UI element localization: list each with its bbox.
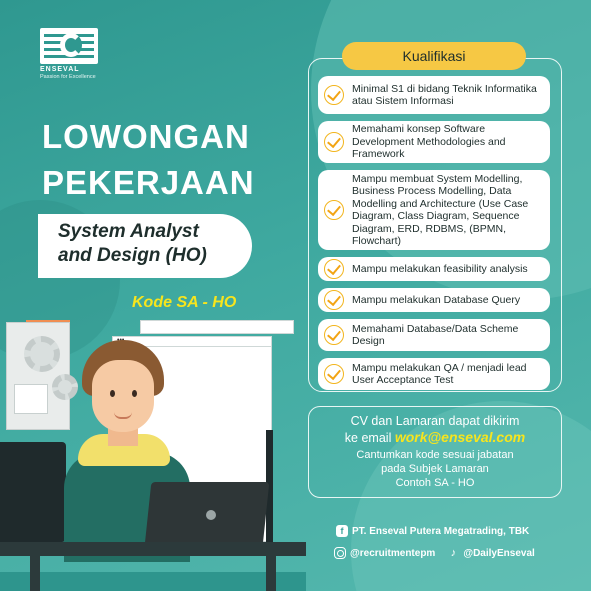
brand-name: ENSEVAL — [40, 66, 80, 73]
illustration-person-face — [92, 360, 154, 432]
qualification-item — [318, 288, 550, 312]
qualification-item — [318, 358, 550, 390]
instagram-handle[interactable]: @recruitmentepm — [350, 547, 436, 559]
qualifications-list — [318, 76, 550, 397]
illustration-window — [140, 320, 294, 334]
job-code: Kode SA - HO — [132, 294, 237, 311]
laptop-logo-icon — [206, 510, 216, 520]
checkmark-circle-icon — [324, 259, 344, 279]
checkmark-circle-icon — [324, 364, 344, 384]
position-title-line2: and Design (HO) — [58, 245, 207, 266]
qualification-text: Memahami konsep Software Development Methodologies and Framework — [352, 123, 506, 161]
enseval-logo — [40, 28, 100, 80]
qualification-item — [318, 76, 550, 114]
application-line3: Cantumkan kode sesuai jabatan — [356, 449, 514, 461]
application-email-link[interactable]: work@enseval.com — [394, 429, 526, 445]
facebook-link[interactable] — [336, 524, 535, 538]
headline-line1: LOWONGAN — [42, 118, 250, 155]
facebook-handle: PT. Enseval Putera Megatrading, TBK — [352, 525, 530, 537]
application-line4: pada Subjek Lamaran — [381, 463, 489, 475]
social-links — [336, 524, 535, 568]
qualification-text: Mampu melakukan Database Query — [352, 293, 521, 306]
position-title-box — [38, 214, 252, 278]
checkmark-circle-icon — [324, 290, 344, 310]
qualifications-title: Kualifikasi — [342, 42, 526, 70]
application-line2 — [309, 429, 561, 446]
tiktok-icon: ♪ — [450, 547, 457, 559]
application-line1: CV dan Lamaran dapat dikirim — [350, 414, 520, 428]
illustration-eye — [132, 390, 137, 397]
gear-icon — [24, 336, 60, 372]
illustration-desk-leg — [266, 556, 276, 591]
social-row — [334, 546, 535, 560]
brand-tagline: Passion for Excellence — [40, 74, 96, 80]
illustration-floor — [0, 572, 306, 591]
position-title-line1: System Analyst — [58, 221, 199, 242]
checkmark-circle-icon — [324, 325, 344, 345]
qualification-text: Minimal S1 di bidang Teknik Informatika atau Sistem Informasi — [352, 82, 537, 107]
enseval-logo-mark — [40, 28, 98, 64]
gear-icon — [52, 374, 78, 400]
checkmark-circle-icon — [324, 132, 344, 152]
application-line5: Contoh SA - HO — [395, 477, 475, 489]
tiktok-handle[interactable]: @DailyEnseval — [463, 547, 535, 559]
application-info-panel — [308, 406, 562, 498]
illustration-desk-leg — [30, 556, 40, 591]
qualification-text: Memahami Database/Data Scheme Design — [352, 322, 519, 347]
checkmark-circle-icon — [324, 85, 344, 105]
headline-line2: PEKERJAAN — [42, 164, 255, 201]
illustration-monitor — [0, 442, 66, 542]
illustration-eye — [110, 390, 115, 397]
qualification-text: Mampu melakukan QA / menjadi lead User Acceptance Test — [352, 361, 527, 386]
checkmark-circle-icon — [324, 200, 344, 220]
application-email-prefix: ke email — [344, 431, 392, 445]
qualification-item — [318, 170, 550, 250]
facebook-icon: f — [336, 525, 348, 537]
qualification-text: Mampu membuat System Modelling, Business Process Modelling, Data Modelling and Architecture (Use Case Diagram, Class Diagram, Sequence Diagram, ERD, RDBMS, (BPMN, Flowchart) — [352, 172, 529, 247]
illustration-doc — [14, 384, 48, 414]
qualification-item — [318, 319, 550, 351]
instagram-icon — [334, 547, 346, 559]
qualification-item — [318, 121, 550, 163]
illustration-desk — [0, 542, 306, 556]
qualification-item — [318, 257, 550, 281]
qualification-text: Mampu melakukan feasibility analysis — [352, 262, 528, 275]
